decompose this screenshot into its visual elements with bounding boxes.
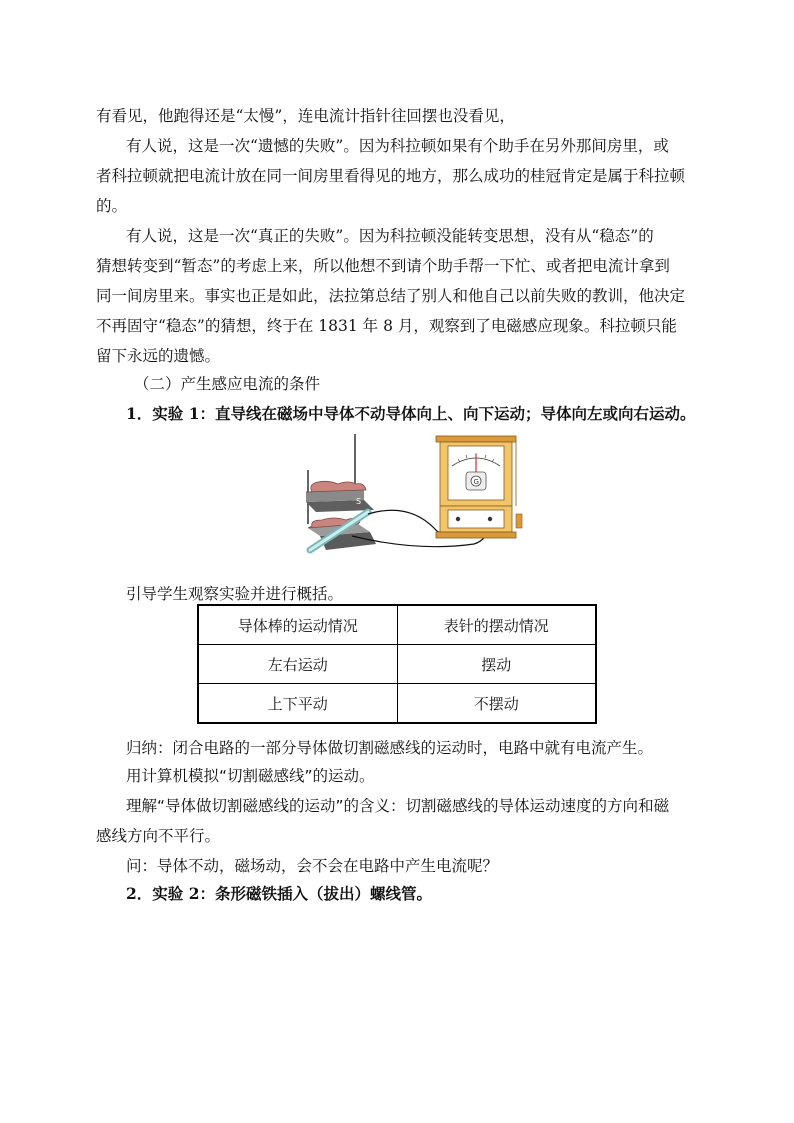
meter-mark: G — [473, 478, 479, 486]
conclusion-text: 归纳：闭合电路的一部分导体做切割磁感线的运动时，电路中就有电流产生。 — [126, 739, 654, 757]
table-row — [198, 645, 596, 684]
paragraph-line: 有人说，这是一次“真正的失败”。因为科拉顿没能转变思想，没有从“稳态”的 — [126, 227, 654, 245]
question-text: 问：导体不动，磁场动，会不会在电路中产生电流呢？ — [126, 857, 499, 875]
magnet-pole-label: S — [356, 497, 362, 506]
experiment-2-number: 2． — [126, 884, 153, 903]
table-cell: 摆动 — [397, 645, 596, 684]
guide-text: 引导学生观察实验并进行概括。 — [126, 585, 344, 603]
section-heading: （二）产生感应电流的条件 — [134, 375, 321, 393]
paragraph-line: 者科拉顿就把电流计放在同一间房里看得见的地方，那么成功的桂冠肯定是属于科拉顿 — [96, 167, 686, 185]
paragraph-line: 留下永远的遗憾。 — [96, 347, 221, 365]
experiment-1-heading — [126, 404, 695, 424]
experiment-2-text: 实验 2：条形磁铁插入（拔出）螺线管。 — [152, 884, 432, 903]
paragraph-line: 有人说，这是一次“遗憾的失败”。因为科拉顿如果有个助手在另外那间房里，或 — [126, 137, 669, 155]
paragraph-line: 有看见，他跑得还是“太慢”，连电流计指针往回摆也没看见， — [96, 107, 515, 125]
experiment-1-number: 1． — [126, 404, 153, 423]
table-header-cell: 表针的摆动情况 — [397, 605, 596, 645]
experiment-apparatus-figure — [298, 432, 534, 562]
table-header-row — [198, 605, 596, 645]
paragraph-line: 同一间房里来。事实也正是如此，法拉第总结了别人和他自己以前失败的教训，他决定 — [96, 287, 686, 305]
experiment-1-text: 实验 1：直导线在磁场中导体不动导体向上、向下运动；导体向左或向右运动。 — [152, 404, 696, 423]
table-cell: 左右运动 — [198, 645, 397, 684]
galvanometer — [436, 436, 522, 538]
paragraph-line: 猜想转变到“暂态”的考虑上来，所以他想不到请个助手帮一下忙、或者把电流计拿到 — [96, 257, 670, 275]
table-cell: 上下平动 — [198, 684, 397, 724]
understanding-line: 感线方向不平行。 — [96, 827, 221, 845]
experiment-2-heading — [126, 884, 432, 904]
paragraph-line: 的。 — [96, 197, 128, 215]
observation-table — [197, 604, 597, 724]
understanding-line: 理解“导体做切割磁感线的运动”的含义：切割磁感线的导体运动速度的方向和磁 — [126, 797, 670, 815]
table-row — [198, 684, 596, 724]
paragraph-line: 不再固守“稳态”的猜想，终于在 1831 年 8 月，观察到了电磁感应现象。科拉顿只能 — [96, 317, 677, 335]
simulation-text: 用计算机模拟“切割磁感线”的运动。 — [126, 767, 375, 785]
table-cell: 不摆动 — [397, 684, 596, 724]
table-header-cell: 导体棒的运动情况 — [198, 605, 397, 645]
upper-magnet — [306, 481, 374, 512]
wire-upper — [368, 510, 448, 532]
